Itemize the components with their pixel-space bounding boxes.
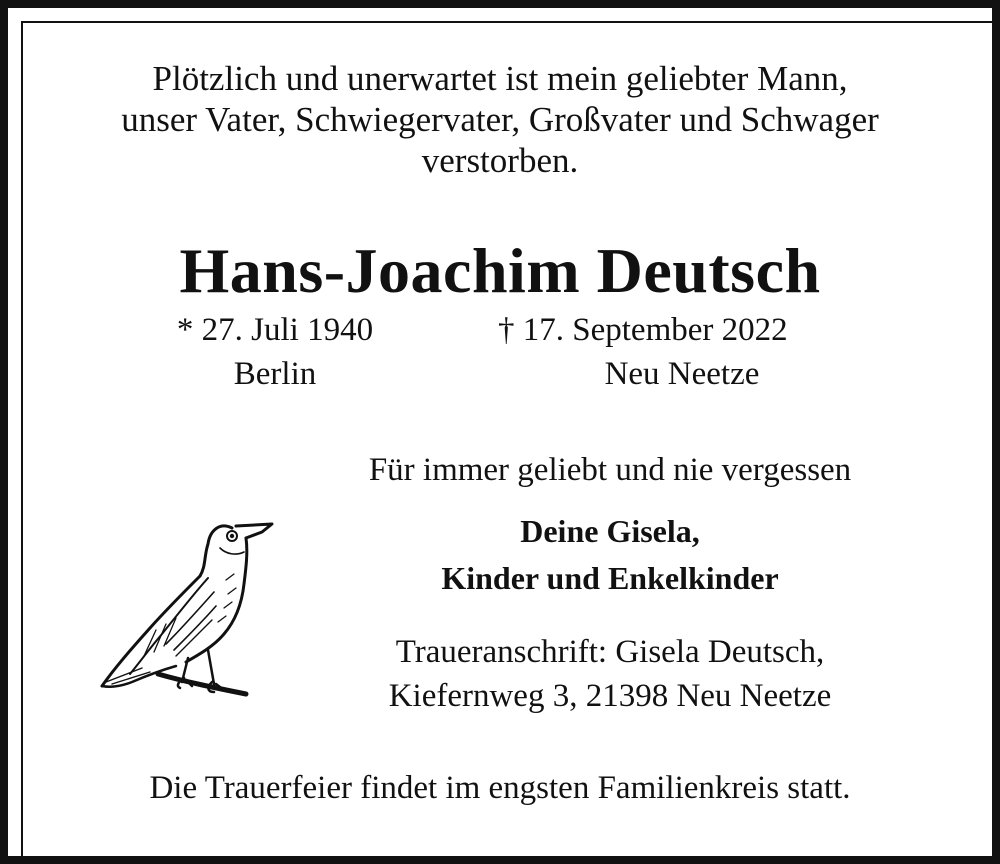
intro-text <box>0 58 1000 181</box>
signers-line: Deine Gisela, <box>520 513 700 549</box>
signers <box>320 508 900 602</box>
ceremony-note: Die Trauerfeier findet im engsten Familienkreis statt. <box>149 770 851 806</box>
mourning-address <box>320 630 900 718</box>
deceased-name: Hans-Joachim Deutsch <box>179 235 821 306</box>
bird-icon <box>96 518 278 708</box>
intro-line: unser Vater, Schwiegervater, Großvater und Schwager <box>121 100 879 139</box>
intro-line: Plötzlich und unerwartet ist mein geliebter Mann, <box>152 59 848 98</box>
birth-date: * 27. Juli 1940 <box>176 312 374 348</box>
death-place: Neu Neetze <box>604 356 760 392</box>
address-line: Traueranschrift: Gisela Deutsch, <box>395 634 825 670</box>
signers-line: Kinder und Enkelkinder <box>441 560 779 596</box>
birth-place: Berlin <box>233 356 317 392</box>
intro-line: verstorben. <box>421 141 579 180</box>
death-date: † 17. September 2022 <box>498 312 788 348</box>
motto: Für immer geliebt und nie vergessen <box>368 452 852 488</box>
address-line: Kiefernweg 3, 21398 Neu Neetze <box>388 678 832 714</box>
